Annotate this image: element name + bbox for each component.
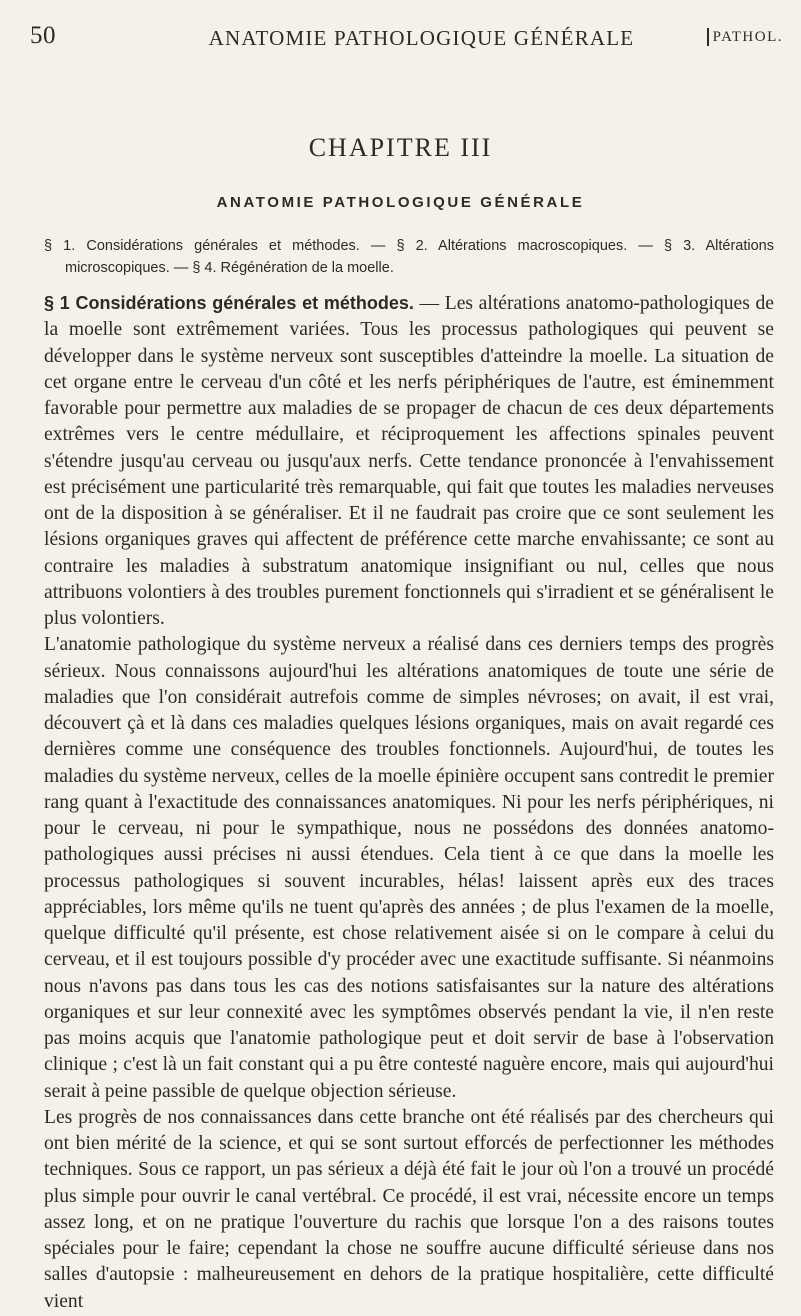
- paragraph-2: L'anatomie pathologique du système nerveux a réalisé dans ces derniers temps des progrès sérieux. Nous connaissons aujourd'hui les altérations anatomiques de toute une série de maladies que l'on considérait autrefois comme de simples névroses; on avait, il est vrai, découvert çà et là dans ces maladies quelques lésions organiques, mais on avait regardé ces dernières comme une conséquence des troubles fonctionnels. Aujourd'hui, de toutes les maladies du système nerveux, celles de la moelle épinière occupent sans contredit le premier rang quant à l'exactitude des connaissances anatomiques. Ni pour les nerfs périphériques, ni pour le cerveau, ni pour le sympathique, nous ne possédons des données anatomo-pathologiques aussi précises ni aussi étendues. Cela tient à ce que dans la moelle les processus pathologiques si souvent incurables, hélas! laissent après eux des traces appréciables, lors même qu'ils ne tuent qu'après des années ; de plus l'examen de la moelle, quelque difficulté qu'il présente, est chose relativement aisée si on le compare à celui du cerveau, et il est toujours possible d'y procéder avec une exactitude suffisante. Si néanmoins nous n'avons pas dans tous les cas des notions satisfaisantes sur la nature des altérations organiques et sur leur connexité avec les symptômes observés pendant la vie, il n'en reste pas moins acquis que l'anatomie pathologique peut et doit servir de base à l'observation clinique ; c'est là un fait constant qui a pu être contesté naguère encore, mais qui aujourd'hui serait à peine passible de quelque objection sérieuse.: [44, 634, 774, 1102]
- chapter-title: CHAPITRE III: [308, 133, 493, 162]
- summary-line-1: § 1. Considérations générales et méthodes. — § 2. Altérations macroscopiques. — § 3. Altérations: [44, 238, 774, 254]
- running-title: ANATOMIE PATHOLOGIQUE GÉNÉRALE: [208, 26, 635, 50]
- body-text: [44, 290, 774, 1315]
- page-number: 50: [30, 22, 56, 49]
- paragraph-1: [44, 290, 774, 632]
- chapter-subtitle: ANATOMIE PATHOLOGIQUE GÉNÉRALE: [216, 194, 585, 211]
- chapter-summary: [44, 235, 774, 279]
- paragraph-3: Les progrès de nos connaissances dans cette branche ont été réalisés par des chercheurs qui ont bien mérité de la science, et qui se sont surtout efforcés de perfectionner les méthodes techniques. Sous ce rapport, un pas sérieux a déjà été fait le jour où l'on a trouvé un procédé plus simple pour ouvrir le canal vertébral. Ce procédé, il est vrai, nécessite encore un temps assez long, et on ne pratique l'ouverture du rachis que lorsque l'on a des raisons toutes spéciales pour le faire; cependant la chose ne souffre aucune difficulté sérieuse dans nos salles d'autopsie : malheureusement en dehors de la pratique hospitalière, cette difficulté vient: [44, 1106, 774, 1312]
- running-head-right: PATHOL.: [707, 28, 783, 46]
- running-head: [30, 22, 783, 52]
- section-heading: § 1 Considérations générales et méthodes.: [44, 293, 414, 313]
- summary-line-2: microscopiques. — § 4. Régénération de la moelle.: [65, 260, 394, 276]
- paragraph-1-text: — Les altérations anatomo-pathologiques de la moelle sont extrêmement variées. Tous les processus pathologiques qui peuvent se développer dans le système nerveux sont susceptibles d'atteindre la moelle. La situation de cet organe entre le cerveau d'un côté et les nerfs périphériques de l'autre, est éminemment favorable pour permettre aux maladies de se propager de chacun de ces deux départements extrêmes vers le centre médullaire, et réciproquement les affections spinales peuvent s'étendre jusqu'au cerveau ou jusqu'aux nerfs. Cette tendance prononcée à l'envahissement est précisément une particularité très remarquable, qui fait que toutes les maladies nerveuses ont de la disposition à se généraliser. Et il ne faudrait pas croire que ce sont seulement les lésions organiques graves qui affectent de préférence cette marche envahissante; ce sont au contraire les maladies à substratum anatomique insignifiant ou nul, celles que nous attribuons volontiers à des troubles purement fonctionnels qui s'irradient et se généralisent le plus volontiers.: [44, 293, 774, 629]
